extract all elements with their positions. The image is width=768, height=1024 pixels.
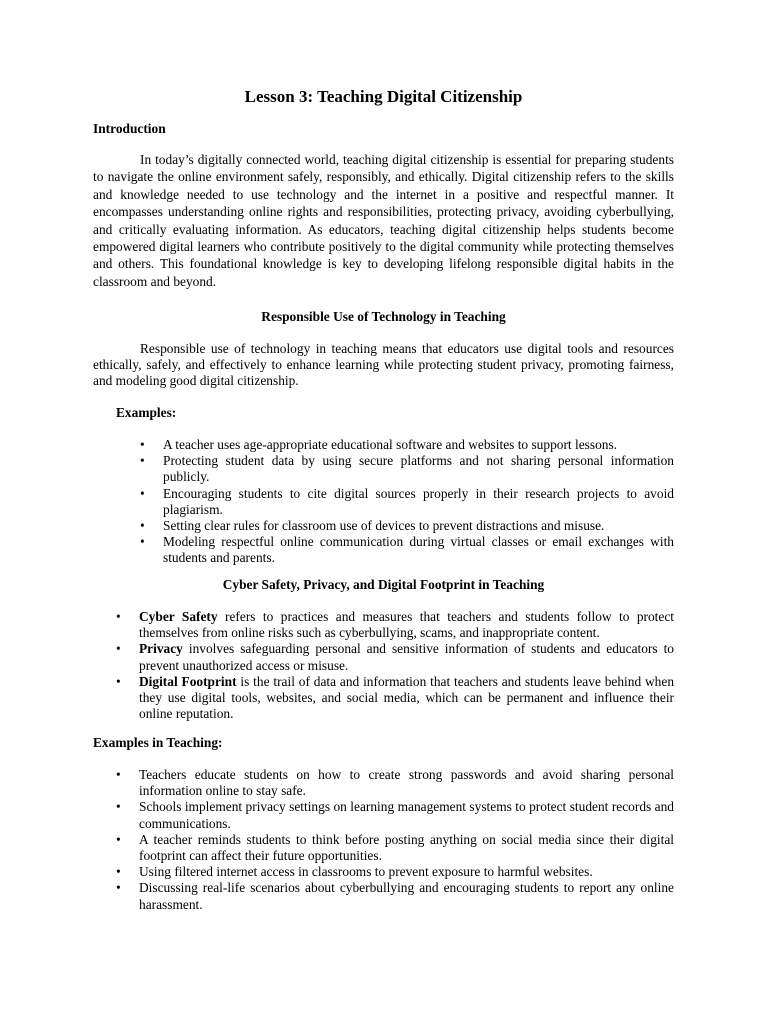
definitions-list xyxy=(116,609,675,722)
list-item xyxy=(116,799,674,831)
bullet-icon: • xyxy=(116,609,121,624)
page-title: Lesson 3: Teaching Digital Citizenship xyxy=(244,87,523,106)
list-item-text: Modeling respectful online communication during virtual classes or email exchanges with students and parents. xyxy=(163,534,674,566)
examples-in-teaching-heading: Examples in Teaching: xyxy=(93,735,223,750)
introduction-heading: Introduction xyxy=(93,121,166,136)
responsible-use-examples-list xyxy=(140,437,674,567)
list-item-text: A teacher reminds students to think before posting anything on social media since their digital footprint can affect their future opportunities. xyxy=(139,831,674,864)
responsible-use-heading: Responsible Use of Technology in Teaching xyxy=(261,309,506,324)
list-item xyxy=(140,534,674,566)
examples-heading: Examples: xyxy=(116,405,177,420)
list-item xyxy=(116,831,674,864)
list-item-text: Discussing real-life scenarios about cyberbullying and encouraging students to report any online harassment. xyxy=(139,880,674,912)
bullet-icon: • xyxy=(116,799,121,815)
definition-term: Digital Footprint xyxy=(139,673,237,689)
bullet-icon: • xyxy=(116,673,121,689)
list-item-text: Protecting student data by using secure platforms and not sharing personal information publicly. xyxy=(163,453,674,485)
introduction-paragraph: In today’s digitally connected world, teaching digital citizenship is essential for preparing students to navigate the online environment safely, responsibly, and ethically. Digital citizenship refers to the skills and knowledge needed to use technology and the internet in a positive and respectful manner. It encompasses understanding online rights and responsibilities, protecting privacy, avoiding cyberbullying, and critically evaluating information. As educators, teaching digital citizenship helps students become empowered digital learners who contribute positively to the digital community while protecting themselves and others. This foundational knowledge is key to developing lifelong responsible digital habits in the classroom and beyond. xyxy=(93,152,674,289)
definition-term: Cyber Safety xyxy=(139,609,218,624)
bullet-icon: • xyxy=(116,641,121,657)
teaching-examples-list xyxy=(116,767,674,913)
list-item-text: Setting clear rules for classroom use of devices to prevent distractions and misuse. xyxy=(163,518,605,534)
bullet-icon: • xyxy=(116,767,121,782)
definition-term: Privacy xyxy=(139,641,183,657)
definition-item xyxy=(116,609,674,641)
list-item xyxy=(140,518,674,534)
cyber-safety-heading: Cyber Safety, Privacy, and Digital Footprint in Teaching xyxy=(222,577,545,592)
list-item-text: A teacher uses age-appropriate educational software and websites to support lessons. xyxy=(163,437,618,452)
list-item-text: Schools implement privacy settings on learning management systems to protect student records and communications. xyxy=(139,799,674,831)
bullet-icon: • xyxy=(140,518,145,534)
definition-item xyxy=(116,673,675,723)
bullet-icon: • xyxy=(140,453,145,469)
definition-text: involves safeguarding personal and sensitive information of students and educators to prevent unauthorized access or misuse. xyxy=(139,641,674,673)
definition-text: refers to practices and measures that teachers and students follow to protect themselves from online risks such as cyberbullying, scams, and inappropriate content. xyxy=(139,609,674,641)
list-item-text: Teachers educate students on how to create strong passwords and avoid sharing personal information online to stay safe. xyxy=(139,767,674,799)
bullet-icon: • xyxy=(116,831,121,847)
bullet-icon: • xyxy=(140,485,145,501)
bullet-icon: • xyxy=(140,437,145,452)
list-item-text: Using filtered internet access in classrooms to prevent exposure to harmful websites. xyxy=(139,864,593,880)
list-item-text: Encouraging students to cite digital sources properly in their research projects to avoid plagiarism. xyxy=(163,485,674,517)
definition-item xyxy=(116,641,674,673)
list-item xyxy=(140,453,674,485)
bullet-icon: • xyxy=(140,534,145,550)
definition-text: is the trail of data and information that teachers and students leave behind when they use digital tools, websites, and social media, which can be permanent and influence their online reputation. xyxy=(139,673,675,722)
list-item xyxy=(116,767,674,799)
bullet-icon: • xyxy=(116,864,121,880)
list-item xyxy=(140,485,674,518)
list-item xyxy=(140,437,674,453)
list-item xyxy=(116,864,674,880)
bullet-icon: • xyxy=(116,880,121,896)
responsible-use-paragraph: Responsible use of technology in teaching means that educators use digital tools and resources ethically, safely, and effectively to enhance learning while protecting student privacy, promoting fairness, and modeling good digital citizenship. xyxy=(93,341,674,389)
list-item xyxy=(116,880,674,912)
